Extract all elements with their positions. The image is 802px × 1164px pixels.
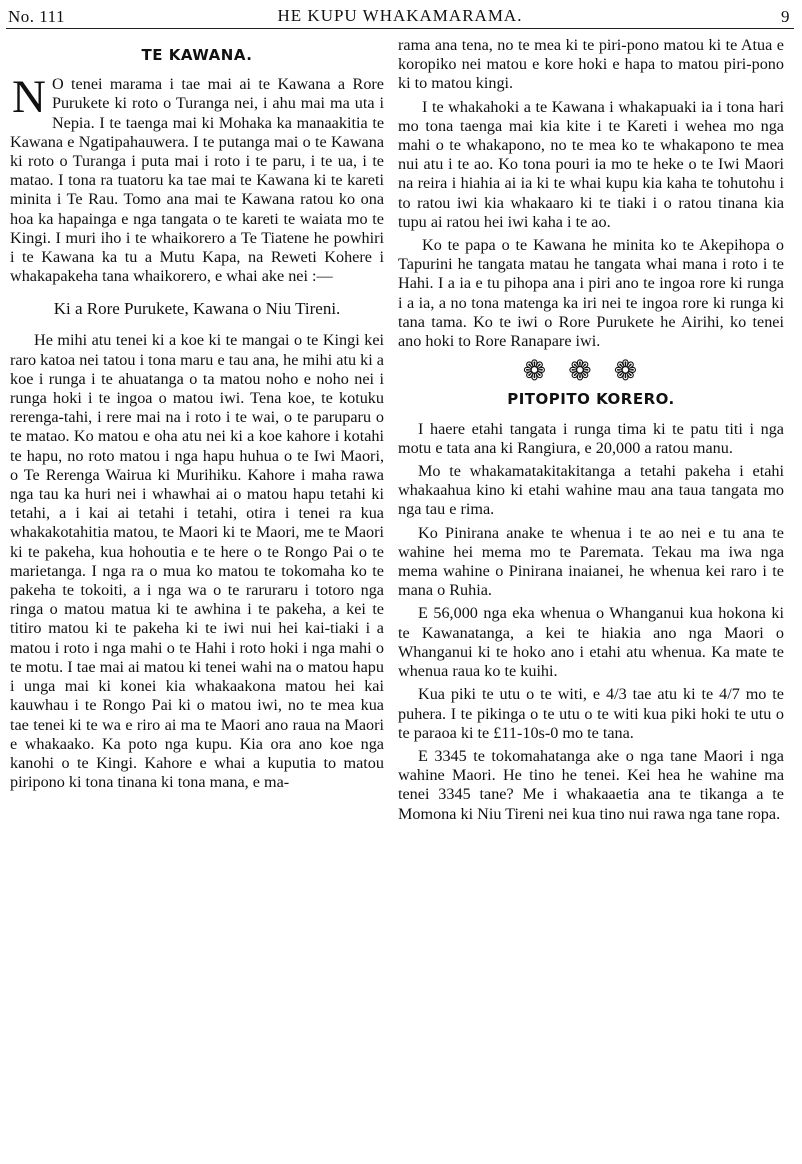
ornament-divider: ❁❁❁ bbox=[522, 354, 660, 388]
running-head bbox=[6, 4, 794, 29]
paragraph-text: O tenei marama i tae mai ai te Kawana a Rore Purukete ki roto o Turanga nei, i ahu mai ma uta i Nepia. I te taenga mai ki Mohaka ka manaakitia te Kawana e Ngatipahauwera. I te putanga mai o te Kawana ki roto o Turanga i puta mai i roto i te paru, i te ua, i te matao. I tona ra tuatoru ka tae mai te Kawana ki te kareti minita i Te Rau. Tomo ana mai te Kawana ratou ko ona hoa ka hapainga e nga tangata o te kareti te waiata mo te Kingi. I muri iho i te whaikorero a Te Tiatene he powhiri i te Kawana ka tu a Mutu Kapa, na Reweti Kohere i whakapakeha tana whaikorero, e whai ake nei :— bbox=[10, 75, 384, 286]
article-heading-pitopito-korero: PITOPITO KORERO. bbox=[507, 390, 675, 409]
left-column bbox=[10, 36, 384, 1162]
continued-paragraph: rama ana tena, no te mea ki te piri-pono matou ki te Atua e koropiko nei matou e kore hoki e hapa to matou piri-pono ki to matou kingi. bbox=[398, 36, 784, 93]
news-item: Ko Pinirana anake te whenua i te ao nei e tu ana te wahine hei mema mo te Paremata. Tekau ma iwa nga mema wahine o Pinirana inaianei, he whenua kei raro i te mana o Ruhia. bbox=[398, 523, 784, 600]
news-item: E 56,000 nga eka whenua o Whanganui kua hokona ki te Kawanatanga, a kei te hiakia ano nga Maori o Whanganui ki te hoko ano i etahi atu whenua. Ka mate te whenua raua ko te kuihi. bbox=[398, 604, 784, 681]
news-item: Mo te whakamatakitakitanga a tetahi pakeha i etahi whakaahua kino ki etahi wahine mau ana taua tangata mo nga tau e rima. bbox=[398, 462, 784, 519]
news-item: E 3345 te tokomahatanga ake o nga tane Maori i nga wahine Maori. He tino he tenei. Kei hea he wahine ma tenei 3345 tane? Me i whakaaetia ana te tikanga a te Momona ki Niu Tireni nei kua tino nui rawa nga tane ropa. bbox=[398, 746, 784, 823]
issue-number: No. 111 bbox=[8, 7, 66, 26]
news-item: Kua piki te utu o te witi, e 4/3 tae atu ki te 4/7 mo te puhera. I te pikinga o te utu o te witi kua piki hoki te utu o te paraoa ki te £11-10s-0 mo te tana. bbox=[398, 685, 784, 742]
page-number: 9 bbox=[781, 7, 790, 26]
governor-reply-paragraph: I te whakahoki a te Kawana i whakapuaki ia i tona hari mo tona taenga mai kia kite i te Kareti i wehea mo nga mahi o te whakapono, no te mea ko te whakapono te mea nui atu i te ao. Ko tona pouri ia mo te heke o te Iwi Maori na reira i hiahia ai ia ki te whai kupu kia kaha te tohutohu i to ratou iwi kia whakaaro ki te tiaki i o ratou tinana kia tupu ai ratou hei iwi kaha i te ao. bbox=[398, 97, 784, 231]
article-heading-te-kawana: TE KAWANA. bbox=[141, 46, 253, 64]
right-column bbox=[398, 36, 784, 1162]
article-paragraph bbox=[10, 71, 384, 286]
governor-family-paragraph: Ko te papa o te Kawana he minita ko te Akepihopa o Tapurini he tangata matau he tangata whai mana i roto i te Hahi. I a ia e tu pihopa ana i piri ano te ingoa rore ki runga i a ia, a no tona matenga ka iri nei te ingoa rore ki runga ki tana tama. Ko te iwi o Rore Purukete he Airihi, ko tenei ano hoki to Rore Ranapare iwi. bbox=[398, 236, 784, 351]
publication-title: HE KUPU WHAKAMARAMA. bbox=[277, 6, 523, 25]
address-paragraph: He mihi atu tenei ki a koe ki te mangai o te Kingi kei raro katoa nei tatou i tona maru e tau ana, he mihi atu ki a koe i runga i te ahuatanga o ta matou noho e noho nei i runga hoki i te ingoa o matou iwi. Tena koe, te kotuku rerenga-tahi, i rere mai na i roto i te wai, o te paruparu o te matao. Ko matou e oha atu nei ki a koe kahore i kotahi te hapu, no roto matou i nga hapu huhua o te Iwi Maori, o Te Rerenga Wairua ki Murihiku. Kahore i maha rawa nga tau ka huri nei i whawhai ai o matou hapu tetahi ki tetahi, a i kai ai tetahi i tetahi, otira i tenei ra kua whakakotahitia matou, te Maori ki te Maori, me te Maori ki te pakeha, kua hohoutia e te here o te Rongo Pai o te marietanga. I nga ra o mua ko matou te tokomaha ko te pakeha te tokoiti, a i nga wa o te raruraru i totoro nga ringa o matou matua ki te awhina i te pakeha, a kei te titiro matou ki te pakeha ki te iwi nui hei kai-tiaki i a matou i roto i nga mahi o te Hahi i roto hoki i nga mahi o te motu. I tae mai ai matou ki tenei wahi na o matou hapu i unga mai ki konei kia whakaakona matou hei kai kauwhau i te Rongo Pai ki o matou iwi, no te mea kua tae tenei ki te wa e riro ai ma te Maori ano raua na Maori e whakaako. Ka poto nga kupu. Kia ora ano koe nga kanohi o te Kingi. Kahore e whai a kuputia to matou piripono ki tona tinana ki tona mana, e ma- bbox=[10, 331, 384, 792]
news-item: I haere etahi tangata i runga tima ki te patu titi i nga motu e tata ana ki Rangiura, e 20,000 a ratou manu. bbox=[398, 419, 784, 457]
salutation: Ki a Rore Purukete, Kawana o Niu Tireni. bbox=[53, 299, 341, 319]
drop-cap: N bbox=[12, 71, 46, 124]
